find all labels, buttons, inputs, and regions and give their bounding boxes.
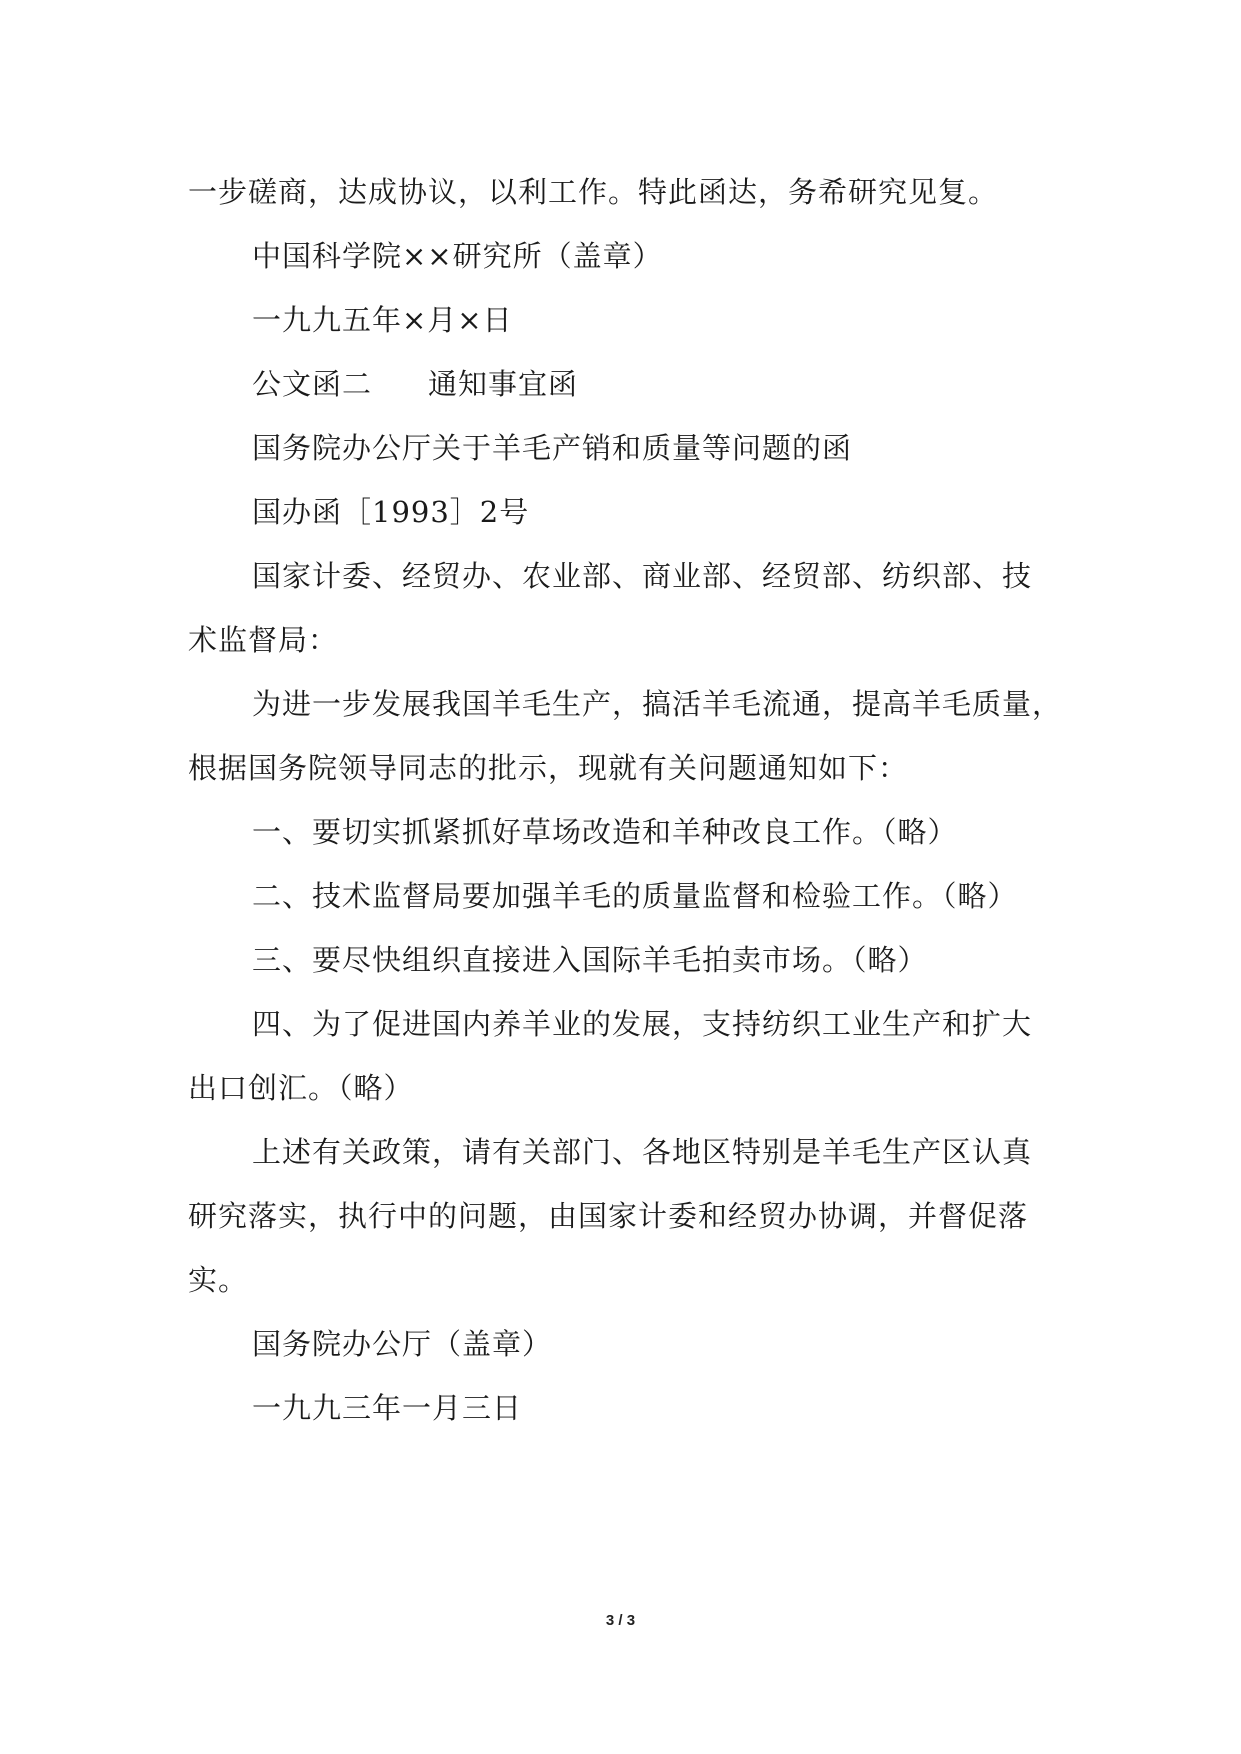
document-body [188,160,1063,1440]
paragraph-line: 一步磋商，达成协议，以利工作。特此函达，务希研究见复。 [188,175,999,209]
paragraph-line: 为进一步发展我国羊毛生产，搞活羊毛流通，提高羊毛质量， [252,687,1063,721]
paragraph-line: 上述有关政策，请有关部门、各地区特别是羊毛生产区认真 [252,1135,1033,1169]
issuer-signature: 国务院办公厅（盖章） [252,1327,553,1361]
recipients-line: 国家计委、经贸办、农业部、商业部、经贸部、纺织部、技 [252,559,1033,593]
page-number: 3 / 3 [605,1612,636,1629]
list-item: 三、要尽快组织直接进入国际羊毛拍卖市场。（略） [252,943,928,977]
list-item: 二、技术监督局要加强羊毛的质量监督和检验工作。（略） [252,879,1018,913]
paragraph-line: 根据国务院领导同志的批示，现就有关问题通知如下： [188,751,909,785]
section-title: 通知事宜函 [428,367,579,401]
sender-signature: 中国科学院××研究所（盖章） [252,239,663,273]
document-number: 国办函［1993］2号 [252,495,530,529]
list-item: 四、为了促进国内养羊业的发展，支持纺织工业生产和扩大 [252,1007,1033,1041]
list-item: 一、要切实抓紧抓好草场改造和羊种改良工作。（略） [252,815,958,849]
list-item: 出口创汇。（略） [188,1071,414,1105]
issue-date: 一九九三年一月三日 [252,1391,523,1425]
letter-title: 国务院办公厅关于羊毛产销和质量等问题的函 [252,431,853,465]
paragraph-line: 研究落实，执行中的问题，由国家计委和经贸办协调，并督促落 [188,1199,1029,1233]
sender-date: 一九九五年×月×日 [252,303,513,337]
recipients-line: 术监督局： [188,623,339,657]
section-number: 公文函二 [252,367,373,401]
paragraph-line: 实。 [188,1263,249,1297]
section-heading [188,352,1058,416]
